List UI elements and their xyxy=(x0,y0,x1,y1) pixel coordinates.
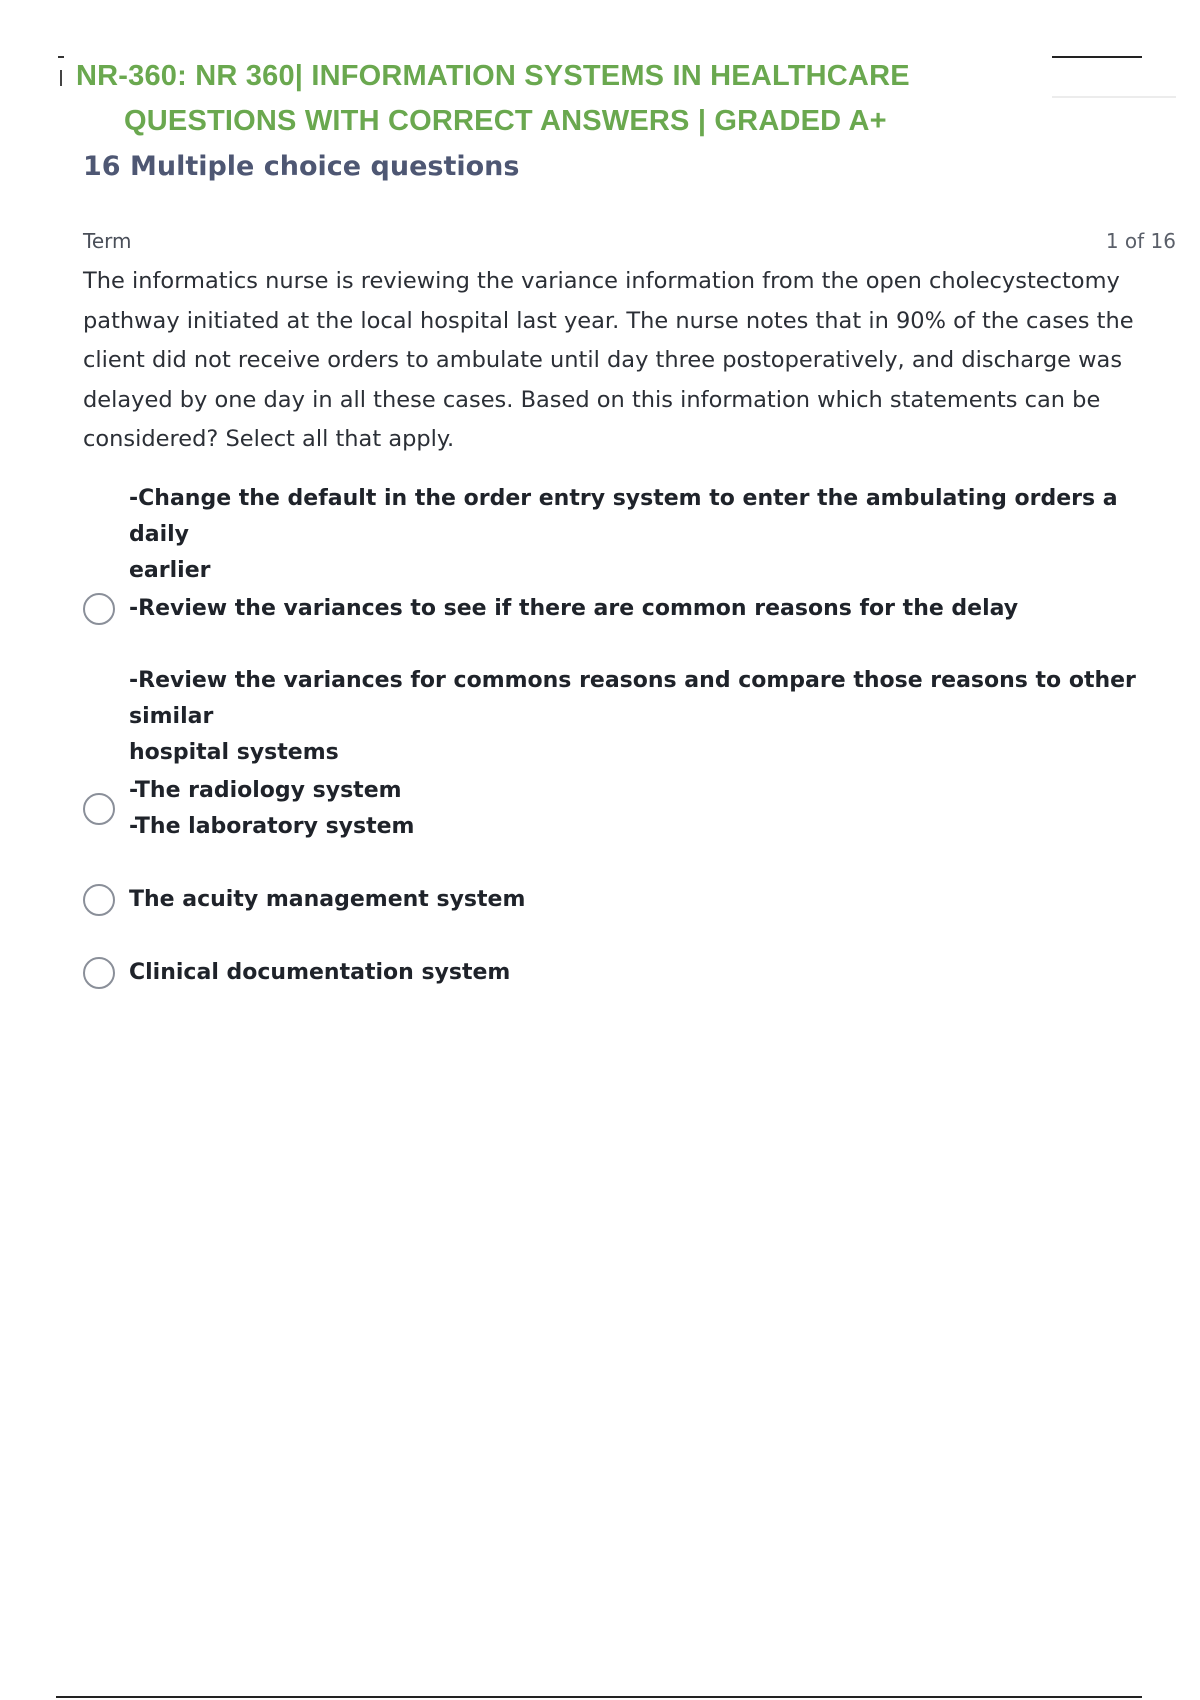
answer-option-label xyxy=(129,663,1139,771)
answer-option-line: -Change the default in the order entry system to enter the ambulating orders a daily xyxy=(129,486,1118,547)
answer-option-line: -The laboratory system xyxy=(129,814,415,839)
title-line-2: QUESTIONS WITH CORRECT ANSWERS | GRADED A+ xyxy=(124,105,887,137)
radio-button[interactable] xyxy=(83,593,115,625)
answer-option-label xyxy=(129,773,1139,845)
answer-option-label xyxy=(129,481,1139,589)
answer-option-line: The acuity management system xyxy=(129,887,526,912)
answer-option[interactable] xyxy=(83,591,1163,627)
header-rule xyxy=(1052,56,1142,58)
answer-option[interactable] xyxy=(83,663,1163,771)
answer-option-line: -The radiology system xyxy=(129,778,402,803)
title-line-1: NR-360: NR 360| INFORMATION SYSTEMS IN HEALTHCARE xyxy=(76,60,910,92)
question-counter: 1 of 16 xyxy=(1105,229,1176,253)
answer-option-label xyxy=(129,591,1139,627)
radio-button[interactable] xyxy=(83,957,115,989)
answer-option[interactable] xyxy=(83,882,1163,918)
answer-option[interactable] xyxy=(83,481,1163,589)
footer-rule xyxy=(56,1696,1142,1698)
answer-option-line: -Review the variances to see if there are common reasons for the delay xyxy=(129,596,1019,621)
radio-button[interactable] xyxy=(83,884,115,916)
radio-placeholder xyxy=(83,519,115,551)
answer-option[interactable] xyxy=(83,773,1163,845)
answer-option-line: earlier xyxy=(129,558,211,583)
answer-option-label xyxy=(129,882,1139,918)
radio-placeholder xyxy=(83,701,115,733)
margin-mark xyxy=(60,70,62,86)
corner-mark xyxy=(58,56,64,58)
radio-button[interactable] xyxy=(83,793,115,825)
answer-option[interactable] xyxy=(83,955,1163,991)
answer-option-line: hospital systems xyxy=(129,740,339,765)
answer-option-label xyxy=(129,955,1139,991)
header-rule-faint xyxy=(1052,96,1176,98)
question-text: The informatics nurse is reviewing the variance information from the open cholecystectomy pathway initiated at the local hospital last year. The nurse notes that in 90% of the cases the client did not receive orders to ambulate until day three postoperatively, and discharge was delayed by one day in all these cases. Based on this information which statements can be considered? Select all that apply. xyxy=(83,268,1134,452)
document-title xyxy=(76,54,996,144)
term-label: Term xyxy=(83,229,132,253)
answer-option-line: Clinical documentation system xyxy=(129,960,511,985)
question-set-heading: 16 Multiple choice questions xyxy=(83,151,520,182)
answer-option-line: -Review the variances for commons reasons and compare those reasons to other similar xyxy=(129,668,1136,729)
